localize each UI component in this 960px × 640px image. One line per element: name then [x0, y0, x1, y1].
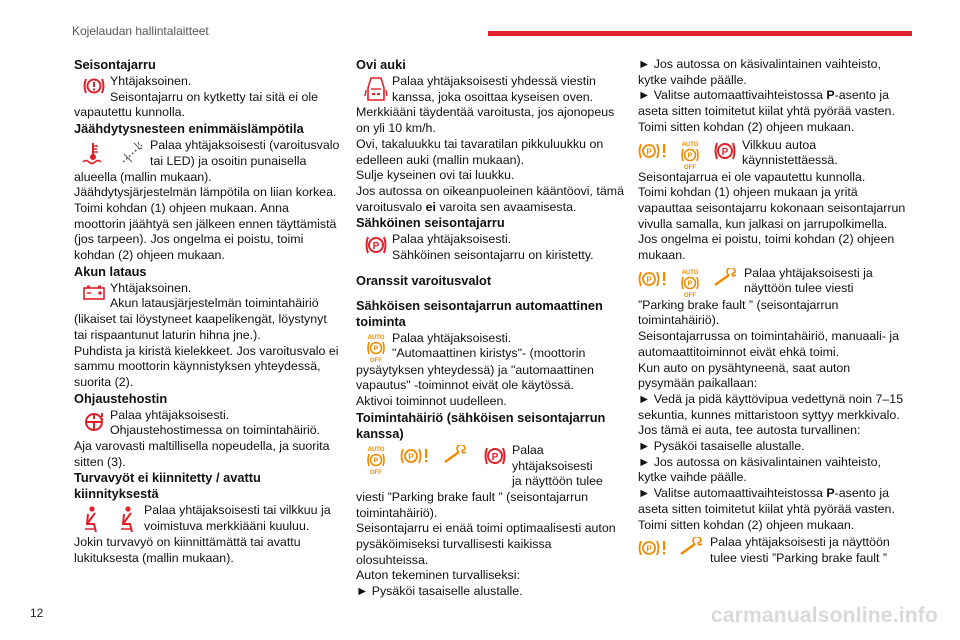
body-text: ► Jos autossa on käsivalintainen vaihteisto, kytke vaihde päälle.	[638, 454, 882, 485]
body-text: Aja varovasti maltillisella nopeudella, ja suorita sitten (3).	[74, 439, 330, 469]
svg-text:P: P	[687, 280, 693, 288]
indicator-entry: AUTO P OFF Palaa yhtäjaksoisesti. "Automaattinen kiristys"- (moottorin	[356, 331, 624, 363]
svg-text:P: P	[646, 544, 652, 554]
body-text: (likaiset tai löystyneet kaapelikengät, löystynyt tai rispaantunut laturin hihna jne.).	[74, 312, 327, 342]
body-text: Jos tämä ei auta, tee autosta turvallinen:	[638, 423, 861, 438]
running-header: Kojelaudan hallintalaitteet	[72, 24, 209, 38]
svg-text:P: P	[373, 457, 379, 465]
wrench-icon	[678, 537, 706, 559]
indicator-entry: Palaa yhtäjaksoisesti (varoitusvalo tai LED) ja osoitin punaisella	[74, 138, 342, 169]
body-text: Toimi sitten kohdan (2) ohjeen mukaan.	[638, 517, 855, 532]
svg-text:P: P	[372, 241, 380, 253]
body-text: Toimi sitten kohdan (2) ohjeen mukaan.	[638, 119, 855, 134]
indicator-entry: P Palaa yhtäjaksoisesti ja näyttöön tulee viesti ”Parking brake fault ”	[638, 535, 910, 566]
body-text: pysäytyksen yhteydessä) ja "automaattinen vapautus" -toiminnot eivät ole käytössä.	[356, 362, 594, 393]
body-text: Toimi kohdan (1) ohjeen mukaan ja yritä vapauttaa seisontajarru kokonaan seisontajarrun vivulla samalla, kun jalkasi on jarrupolkimella.	[638, 185, 906, 231]
section-heading: Akun lataus	[74, 263, 147, 279]
body-text: ”Parking brake fault ” (seisontajarrun toimintahäiriö).	[638, 297, 839, 328]
svg-text:AUTO: AUTO	[367, 334, 385, 341]
page-number: 12	[30, 606, 44, 620]
svg-text:P: P	[491, 451, 499, 463]
body-text: alueella (mallin mukaan).	[74, 169, 212, 184]
column-3	[638, 57, 910, 567]
body-text: ► Valitse automaattivaihteistossa P-asento ja aseta sitten toimitetut kiilat yhtä pyörää vasten.	[638, 88, 895, 119]
indicator-entry: Palaa yhtäjaksoisesti tai vilkkuu ja voimistuva merkkiääni kuuluu.	[74, 503, 342, 534]
svg-text:P: P	[646, 147, 652, 157]
body-text: Jos ongelma ei poistu, toimi kohdan (2) ohjeen mukaan.	[638, 232, 895, 263]
body-text: Puhdista ja kiristä kielekkeet. Jos varoitusvalo ei sammu moottorin käynnistyksen yhteydessä, suorita (2).	[74, 343, 339, 389]
body-text: ► Pysäköi tasaiselle alustalle.	[638, 439, 805, 454]
body-text: ► Vedä ja pidä käyttövipua vedettynä noin 7–15 sekuntia, kunnes mittaristoon syttyy merkkivalo.	[638, 391, 904, 422]
indicator-entry: Yhtäjaksoinen. Seisontajarru on kytketty tai sitä ei ole	[74, 74, 342, 105]
auto-off-parking-brake-icon	[364, 333, 388, 363]
indicator-entry: AUTO P OFF P P Palaa yhtäjaksoisesti ja näyttöön tulee	[356, 443, 624, 490]
body-text: Seisontajarru ei enää toimi optimaalisesti auton pysäköimiseksi turvallisesti kaikissa olosuhteissa.	[356, 521, 616, 567]
auto-off-icon	[364, 445, 388, 475]
section-heading: Jäähdytysnesteen enimmäislämpötila	[74, 121, 304, 137]
indicator-entry: Palaa yhtäjaksoisesti yhdessä viestin kanssa, joka osoittaa kyseisen oven.	[356, 74, 624, 105]
temperature-gauge-icon	[120, 140, 146, 166]
indicator-entry: Palaa yhtäjaksoisesti. Ohjaustehostimessa on toimintahäiriö.	[74, 408, 342, 439]
indicator-entry: Yhtäjaksoinen. Akun latausjärjestelmän toimintahäiriö	[74, 281, 342, 312]
body-text: ► Jos autossa on käsivalintainen vaihteisto, kytke vaihde päälle.	[638, 57, 882, 87]
door-open-icon	[364, 76, 388, 102]
svg-text:P: P	[687, 152, 693, 160]
body-text: Jokin turvavyö on kiinnittämättä tai avattu lukituksesta (mallin mukaan).	[74, 534, 301, 565]
brake-fault-icon	[400, 445, 430, 475]
header-accent-bar	[488, 31, 912, 36]
body-text: Jäähdytysjärjestelmän lämpötila on liian korkea. Toimi kohdan (1) ohjeen mukaan. Anna moottorin jäähtyä sen jälkeen ennen täyttämistä (jos tarpeen). Jos ongelma ei poistu, toimi kohdan (2) ohjeen mukaan.	[74, 185, 337, 263]
column-2	[356, 57, 624, 600]
section-heading: Oranssit varoitusvalot	[356, 272, 492, 288]
body-text: Sulje kyseinen ovi tai luukku.	[356, 168, 515, 183]
svg-text:AUTO: AUTO	[367, 446, 385, 453]
svg-text:OFF: OFF	[684, 292, 696, 298]
svg-text:OFF: OFF	[684, 164, 696, 170]
body-text: Ovi, takaluukku tai tavaratilan pikkuluukku on edelleen auki (mallin mukaan).	[356, 136, 604, 167]
auto-off-icon	[678, 268, 702, 298]
watermark: carmanualsonline.info	[710, 604, 938, 627]
brake-fault-icon	[638, 140, 668, 170]
battery-icon	[82, 283, 106, 301]
body-text: viesti ”Parking brake fault ” (seisontajarrun toimintahäiriö).	[356, 489, 589, 520]
body-text: Merkkiääni täydentää varoitusta, jos ajonopeus on yli 10 km/h.	[356, 105, 615, 136]
indicator-entry: P Palaa yhtäjaksoisesti. Sähköinen seisontajarru on kiristetty.	[356, 232, 624, 263]
body-text: Seisontajarrussa on toimintahäiriö, manuaali- ja automaattitoiminnot eivät ehkä toimi.	[638, 329, 900, 359]
electric-parking-brake-icon	[364, 234, 388, 256]
brake-fault-icon	[638, 268, 668, 298]
seatbelt-icon	[82, 505, 104, 533]
parking-brake-red-icon	[712, 140, 738, 170]
indicator-entry: P AUTO P OFF P Vilkkuu autoa käynnistettäessä.	[638, 138, 910, 170]
parking-brake-red-icon	[482, 445, 508, 475]
body-text: Seisontajarrua ei ole vapautettu kunnolla.	[638, 169, 866, 184]
body-text: ► Pysäköi tasaiselle alustalle.	[356, 584, 523, 599]
section-heading: Sähköisen seisontajarrun automaattinen toiminta	[356, 297, 603, 329]
section-heading: Seisontajarru	[74, 57, 156, 72]
wrench-icon	[442, 445, 470, 475]
svg-text:OFF: OFF	[370, 469, 382, 475]
brake-fault-icon	[638, 537, 668, 559]
svg-text:AUTO: AUTO	[681, 141, 699, 148]
seatbelt-icon	[118, 505, 140, 533]
body-text: Aktivoi toiminnot uudelleen.	[356, 394, 507, 409]
svg-text:AUTO: AUTO	[681, 269, 699, 276]
body-text: Auton tekeminen turvalliseksi:	[356, 568, 520, 583]
body-text: Jos autossa on oikeanpuoleinen kääntöovi, tämä varoitusvalo ei varoita sen avaamisesta.	[356, 183, 624, 214]
svg-text:P: P	[646, 275, 652, 285]
section-heading: Toimintahäiriö (sähköisen seisontajarrun kanssa)	[356, 409, 606, 441]
body-text: Kun auto on pysähtyneenä, saat auton pysymään paikallaan:	[638, 360, 851, 391]
svg-text:P: P	[373, 345, 379, 353]
svg-text:P: P	[408, 452, 414, 462]
section-heading: Sähköinen seisontajarru	[356, 215, 505, 231]
coolant-temperature-icon	[82, 140, 104, 166]
svg-text:OFF: OFF	[370, 357, 382, 363]
wrench-icon	[712, 268, 740, 298]
body-text: ► Valitse automaattivaihteistossa P-asento ja aseta sitten toimitetut kiilat yhtä pyörää vasten.	[638, 486, 895, 516]
indicator-entry: P AUTO P OFF Palaa yhtäjaksoisesti ja näyttöön tulee viesti	[638, 266, 910, 298]
power-steering-icon	[82, 410, 106, 434]
auto-off-icon	[678, 140, 702, 170]
parking-brake-warning-icon	[82, 76, 106, 96]
svg-text:P: P	[721, 146, 729, 158]
body-text: vapautettu kunnolla.	[74, 105, 185, 120]
section-heading: Ohjaustehostin	[74, 390, 168, 406]
section-heading: Turvavyöt ei kiinnitetty / avattu kiinnityksestä	[74, 470, 261, 502]
section-heading: Ovi auki	[356, 57, 406, 72]
column-1	[74, 57, 342, 566]
